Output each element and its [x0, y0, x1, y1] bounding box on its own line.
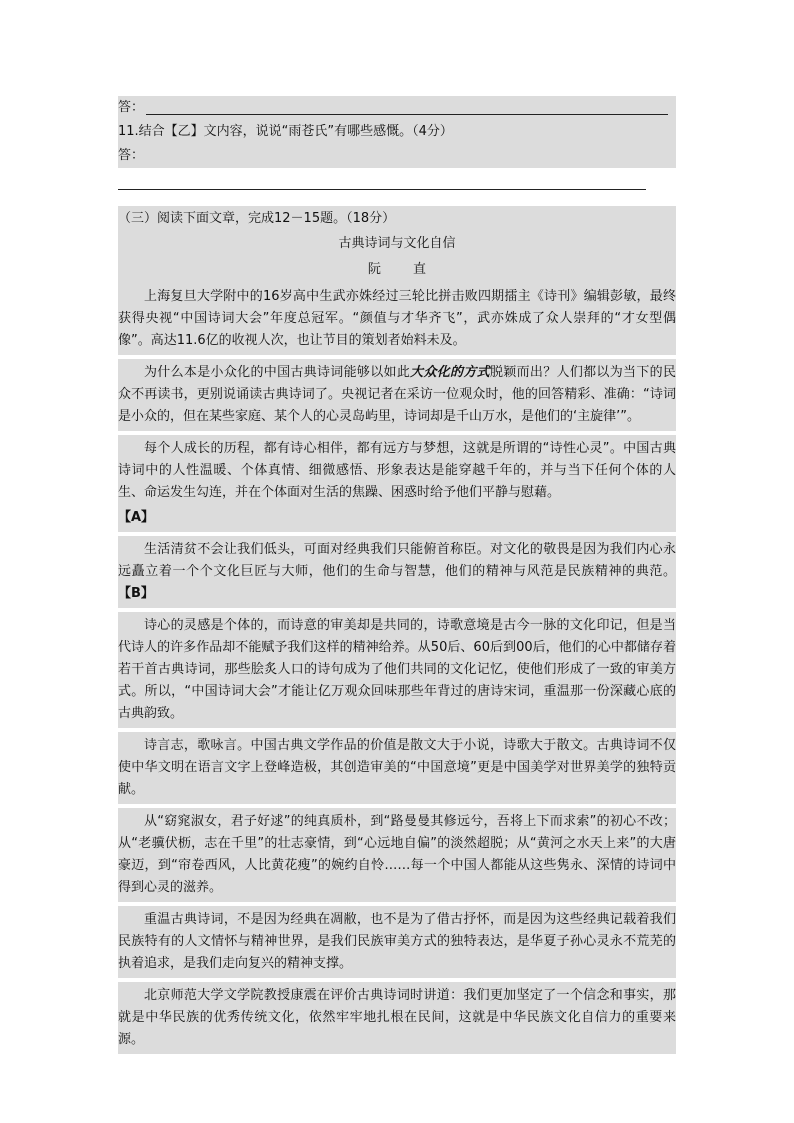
paragraph-5: 诗心的灵感是个体的，而诗意的审美却是共同的，诗歌意境是古今一脉的文化印记，但是当代诗人的许多作品却不能赋予我们这样的精神给养。从50后、60后到00后，他们的心中都储存着若干首古典诗词，那些脍炙人口的诗句成为了他们共同的文化记忆，使他们形成了一致的审美方式。所以，“中国诗词大会”才能让亿万观众回味那些年背过的唐诗宋词，重温那一份深藏心底的古典韵致。: [118, 618, 676, 721]
answer-underline: [118, 189, 646, 190]
paragraph-9: 北京师范大学文学院教授康震在评价古典诗词时讲道：我们更加坚定了一个信念和事实，那就是中华民族的优秀传统文化，依然牢牢地扎根在民间，这就是中华民族文化自信力的重要来源。: [118, 988, 676, 1047]
answer-line-10: [118, 96, 676, 120]
reading-section-3: [118, 206, 676, 355]
paragraph-2: [118, 359, 676, 431]
mark-b: 【B】: [118, 586, 154, 601]
paragraph-block-6: [118, 732, 676, 804]
paragraph-block-5: [118, 612, 676, 728]
paragraph-3: 每个人成长的历程，都有诗心相伴，都有远方与梦想，这就是所谓的“诗性心灵”。中国古典诗词中的人性温暖、个体真情、细微感悟、形象表达是能穿越千年的，并与当下任何个体的人生、命运发生勾连，并在个体面对生活的焦躁、困惑时给予他们平静与慰藉。: [118, 441, 676, 500]
paragraph-block-3: [118, 435, 676, 532]
answer-label-11: 答：: [118, 144, 676, 168]
answer-line-11[interactable]: [118, 168, 676, 192]
paragraph-4-text: 生活清贫不会让我们低头，可面对经典我们只能俯首称臣。对文化的敬畏是因为我们内心永远矗立着一个个文化巨匠与大师，他们的生命与智慧，他们的精神与风范是民族精神的典范。: [118, 542, 676, 579]
section-heading: （三）阅读下面文章，完成12－15题。（18分）: [118, 211, 396, 226]
blank-mark-a: [118, 507, 676, 532]
answer-underline[interactable]: [146, 114, 668, 115]
question-11: 11.结合【乙】文内容，说说“雨苍氏”有哪些感慨。（4分）: [118, 120, 676, 144]
paragraph-block-8: [118, 906, 676, 978]
paragraph-4: [118, 536, 676, 608]
section-gap: [118, 192, 676, 206]
paragraph-7: 从“窈窕淑女，君子好逑”的纯真质朴，到“路曼曼其修远兮，吾将上下而求索”的初心不改；从“老骥伏枥，志在千里”的壮志豪情，到“心远地自偏”的淡然超脱；从“黄河之水天上来”的大唐豪迈，到“帘卷西风，人比黄花瘦”的婉约自怜……每一个中国人都能从这些隽永、深情的诗词中得到心灵的滋养。: [118, 814, 676, 895]
paragraph-block-7: [118, 808, 676, 902]
paragraph-6: 诗言志，歌咏言。中国古典文学作品的价值是散文大于小说，诗歌大于散文。古典诗词不仅使中华文明在语言文字上登峰造极，其创造审美的“中国意境”更是中国美学对世界美学的独特贡献。: [118, 738, 676, 797]
paragraph-2-text-a: 为什么本是小众化的中国古典诗词能够以如此: [144, 365, 411, 380]
paragraph-8: 重温古典诗词，不是因为经典在凋敝，也不是为了借古抒怀，而是因为这些经典记载着我们民族特有的人文情怀与精神世界，是我们民族审美方式的独特表达，是华夏子孙心灵永不荒芜的执着追求，是我们走向复兴的精神支撑。: [118, 912, 676, 971]
paragraph-block-4: [118, 536, 676, 608]
answer-label: 答：: [118, 100, 145, 115]
article-title: 古典诗词与文化自信: [338, 236, 456, 251]
paragraph-1: 上海复旦大学附中的16岁高中生武亦姝经过三轮比拼击败四期擂主《诗刊》编辑彭敏，最终获得央视“中国诗词大会”年度总冠军。“颜值与才华齐飞”，武亦姝成了众人崇拜的“才女型偶像”。高达11.6亿的收视人次，也让节目的策划者始料未及。: [118, 289, 676, 348]
paragraph-block-2: [118, 359, 676, 431]
paragraph-block-9: [118, 982, 676, 1054]
worksheet-page: [118, 96, 676, 1054]
emphasized-phrase: 大众化的方式: [410, 365, 490, 380]
mark-a: 【A】: [118, 510, 155, 525]
article-author: 阮 直: [367, 262, 441, 277]
paragraph-2-text-b: 脱颖而出？人们都以为当下的民众不再读书，更别说诵读古典诗词了。央视记者在采访一位观众时，他的回答精彩、准确：“诗词是小众的，但在某些家庭、某个人的心灵岛屿里，诗词却是千山万水，是他们的‘主旋律’”。: [118, 365, 676, 424]
